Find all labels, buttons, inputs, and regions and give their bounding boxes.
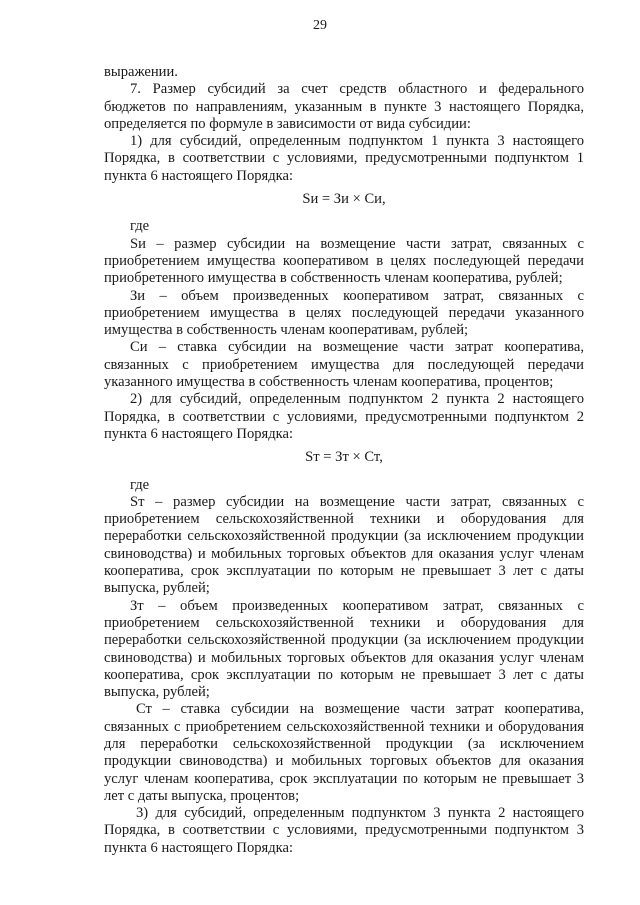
- formula-s-t: Sт = Зт × Ст,: [305, 449, 383, 466]
- document-body: [104, 64, 584, 857]
- formula-s-i: Sи = Зи × Си,: [302, 191, 386, 208]
- definition-c-t: Ст – ставка субсидии на возмещение части затрат кооператива, связанных с приобретением сельскохозяйственной техники и оборудования для переработки сельскохозяйственной продукции (за исключением продукции свиноводства) и мобильных торговых объектов для оказания услуг членам кооператива, срок эксплуатации по которым не превышает 3 лет с даты выпуска, процентов;: [104, 701, 584, 804]
- paragraph-continuation: выражении.: [104, 64, 178, 80]
- definition-z-t: Зт – объем произведенных кооперативом затрат, связанных с приобретением сельскохозяйственной техники и оборудования для переработки сельскохозяйственной продукции (за исключением продукции свиноводства) и мобильных торговых объектов для оказания услуг членам кооператива, срок эксплуатации по которым не превышает 3 лет с даты выпуска, рублей;: [104, 597, 584, 701]
- definition-c-i: Си – ставка субсидии на возмещение части затрат кооператива, связанных с приобретением имущества для последующей передачи указанного имущества в собственность членам кооператива, процентов;: [104, 339, 584, 391]
- definition-s-t: Sт – размер субсидии на возмещение части затрат, связанных с приобретением сельскохозяйственной техники и оборудования для переработки сельскохозяйственной продукции (за исключением продукции свиноводства) и мобильных торговых объектов для оказания услуг членам кооператива, срок эксплуатации по которым не превышает 3 лет с даты выпуска, рублей;: [104, 493, 584, 597]
- paragraph-item-7: 7. Размер субсидий за счет средств областного и федерального бюджетов по направлениям, указанным в пункте 3 настоящего Порядка, определяется по формуле в зависимости от вида субсидии:: [104, 81, 584, 132]
- where-label-1: где: [130, 218, 150, 235]
- definition-z-i: Зи – объем произведенных кооперативом затрат, связанных с приобретением имущества в целях последующей передачи указанного имущества в собственность членам кооперативам, рублей;: [104, 287, 584, 339]
- paragraph-subitem-3: 3) для субсидий, определенным подпунктом 3 пункта 2 настоящего Порядка, в соответствии с условиями, предусмотренными подпунктом 3 пункта 6 настоящего Порядка:: [104, 805, 584, 856]
- paragraph-subitem-1: 1) для субсидий, определенным подпунктом 1 пункта 3 настоящего Порядка, в соответствии с условиями, предусмотренными подпунктом 1 пункта 6 настоящего Порядка:: [104, 133, 584, 184]
- page-number: 29: [313, 18, 327, 33]
- definition-s-i: Sи – размер субсидии на возмещение части затрат, связанных с приобретением имущества кооперативом в целях последующей передачи приобретенного имущества в собственность членам кооператива, рублей;: [104, 235, 584, 287]
- where-label-2: где: [130, 476, 150, 493]
- paragraph-subitem-2: 2) для субсидий, определенным подпунктом 2 пункта 2 настоящего Порядка, в соответствии с условиями, предусмотренными подпунктом 2 пункта 6 настоящего Порядка:: [104, 391, 584, 442]
